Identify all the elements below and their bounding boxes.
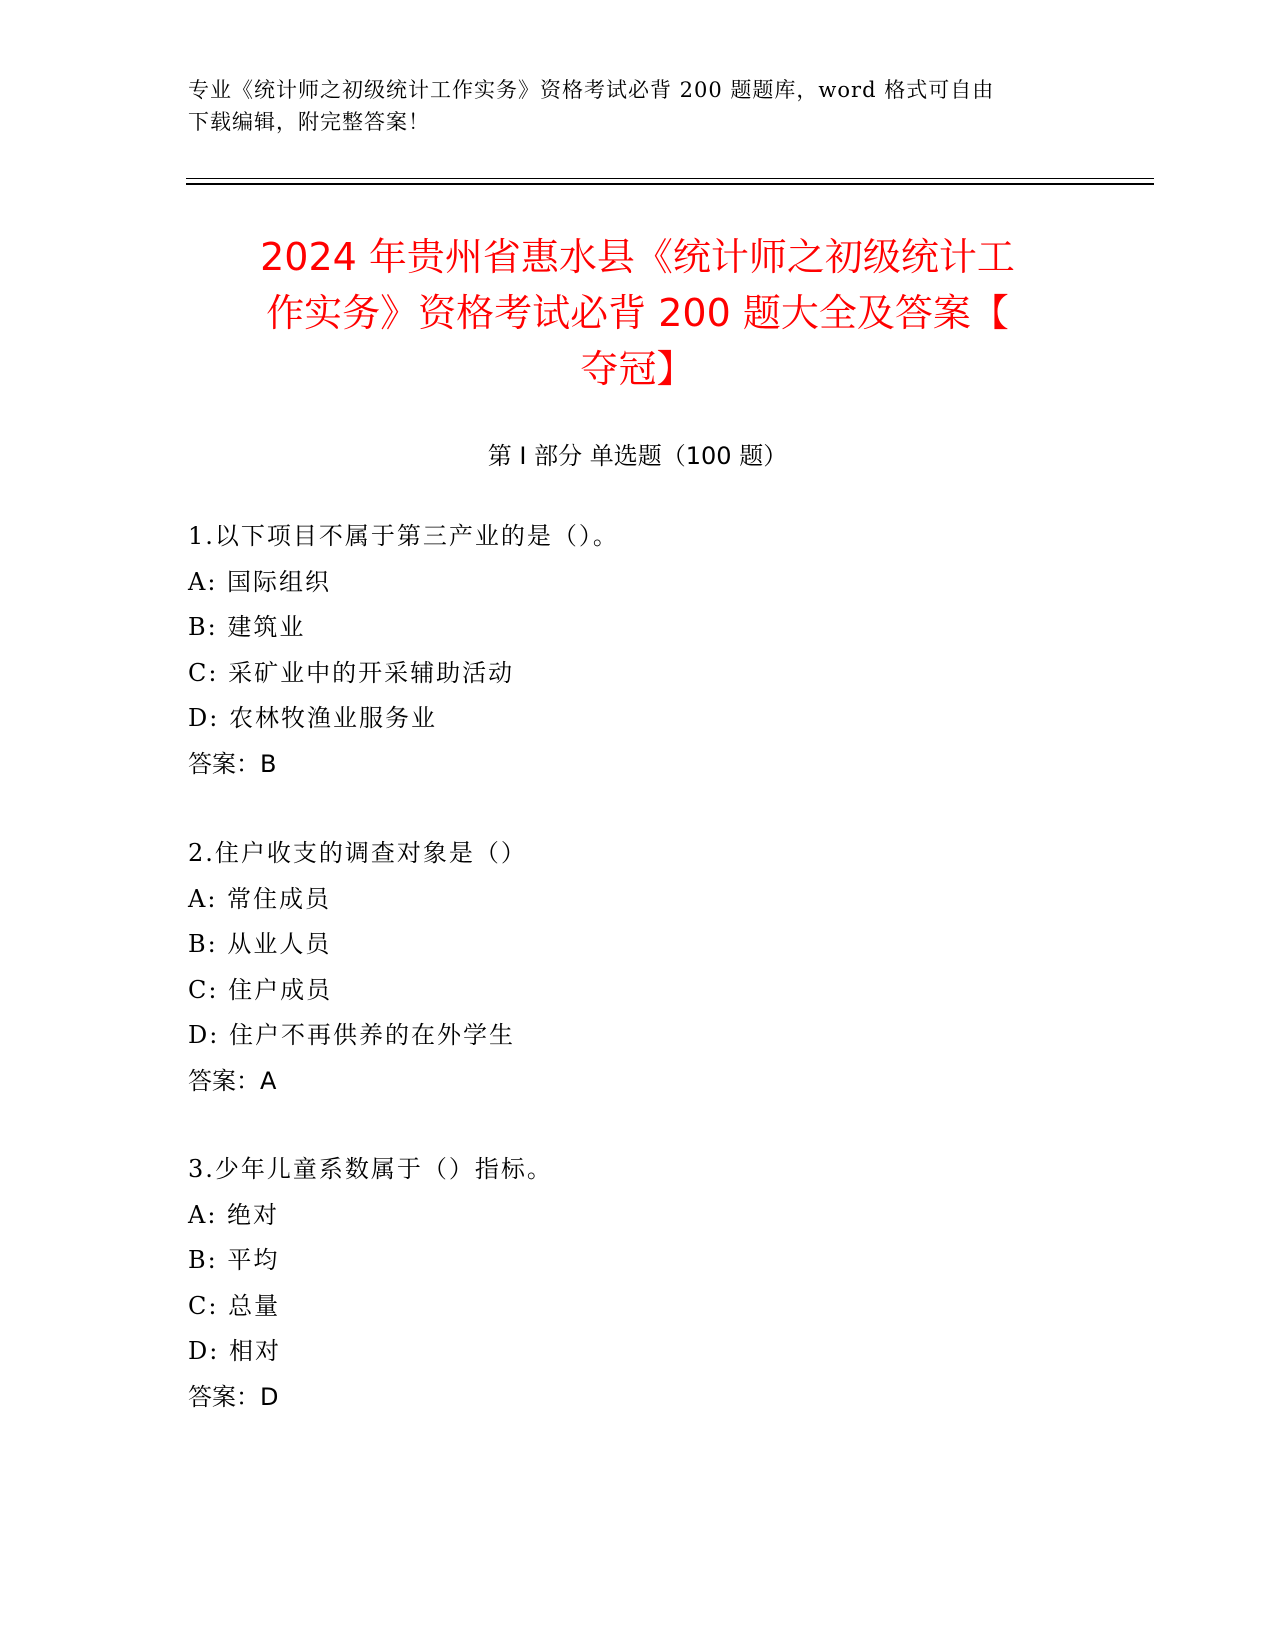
question-3: [188, 1153, 1088, 1426]
question-stem: 2.住户收支的调查对象是（）: [188, 839, 527, 867]
option-c: C: 总量: [188, 1291, 281, 1320]
option-b: B: 从业人员: [188, 930, 332, 958]
document-title-line-2: 作实务》资格考试必背 200 题大全及答案【: [266, 291, 1009, 335]
option-d: D: 住户不再供养的在外学生: [188, 1021, 515, 1049]
document-title-line-1: 2024 年贵州省惠水县《统计师之初级统计工: [260, 235, 1015, 279]
question-stem: 1.以下项目不属于第三产业的是（）。: [188, 522, 619, 550]
section-heading: 第 I 部分 单选题（100 题）: [487, 442, 788, 470]
document-title-line-3: 夺冠】: [580, 347, 695, 391]
header-note: [188, 74, 1088, 138]
option-c: C: 住户成员: [188, 975, 333, 1004]
option-b: B: 平均: [188, 1246, 280, 1274]
option-a: A: 绝对: [188, 1200, 280, 1229]
option-d: D: 相对: [188, 1337, 281, 1365]
option-c: C: 采矿业中的开采辅助活动: [188, 658, 515, 687]
header-divider-thick: [186, 183, 1154, 185]
question-stem: 3.少年儿童系数属于（）指标。: [188, 1155, 553, 1183]
question-1: [188, 520, 1088, 793]
header-note-line-1: 专业《统计师之初级统计工作实务》资格考试必背 200 题题库，word 格式可自由: [188, 78, 995, 102]
option-b: B: 建筑业: [188, 613, 306, 641]
answer: 答案：D: [188, 1382, 279, 1411]
header-divider-thin: [186, 178, 1154, 179]
option-d: D: 农林牧渔业服务业: [188, 704, 437, 732]
question-2: [188, 837, 1088, 1110]
answer: 答案：B: [188, 749, 277, 778]
document-title: [150, 229, 1125, 397]
option-a: A: 常住成员: [188, 884, 332, 913]
header-note-line-2: 下载编辑，附完整答案！: [188, 110, 430, 134]
option-a: A: 国际组织: [188, 567, 332, 596]
answer: 答案：A: [188, 1066, 277, 1095]
